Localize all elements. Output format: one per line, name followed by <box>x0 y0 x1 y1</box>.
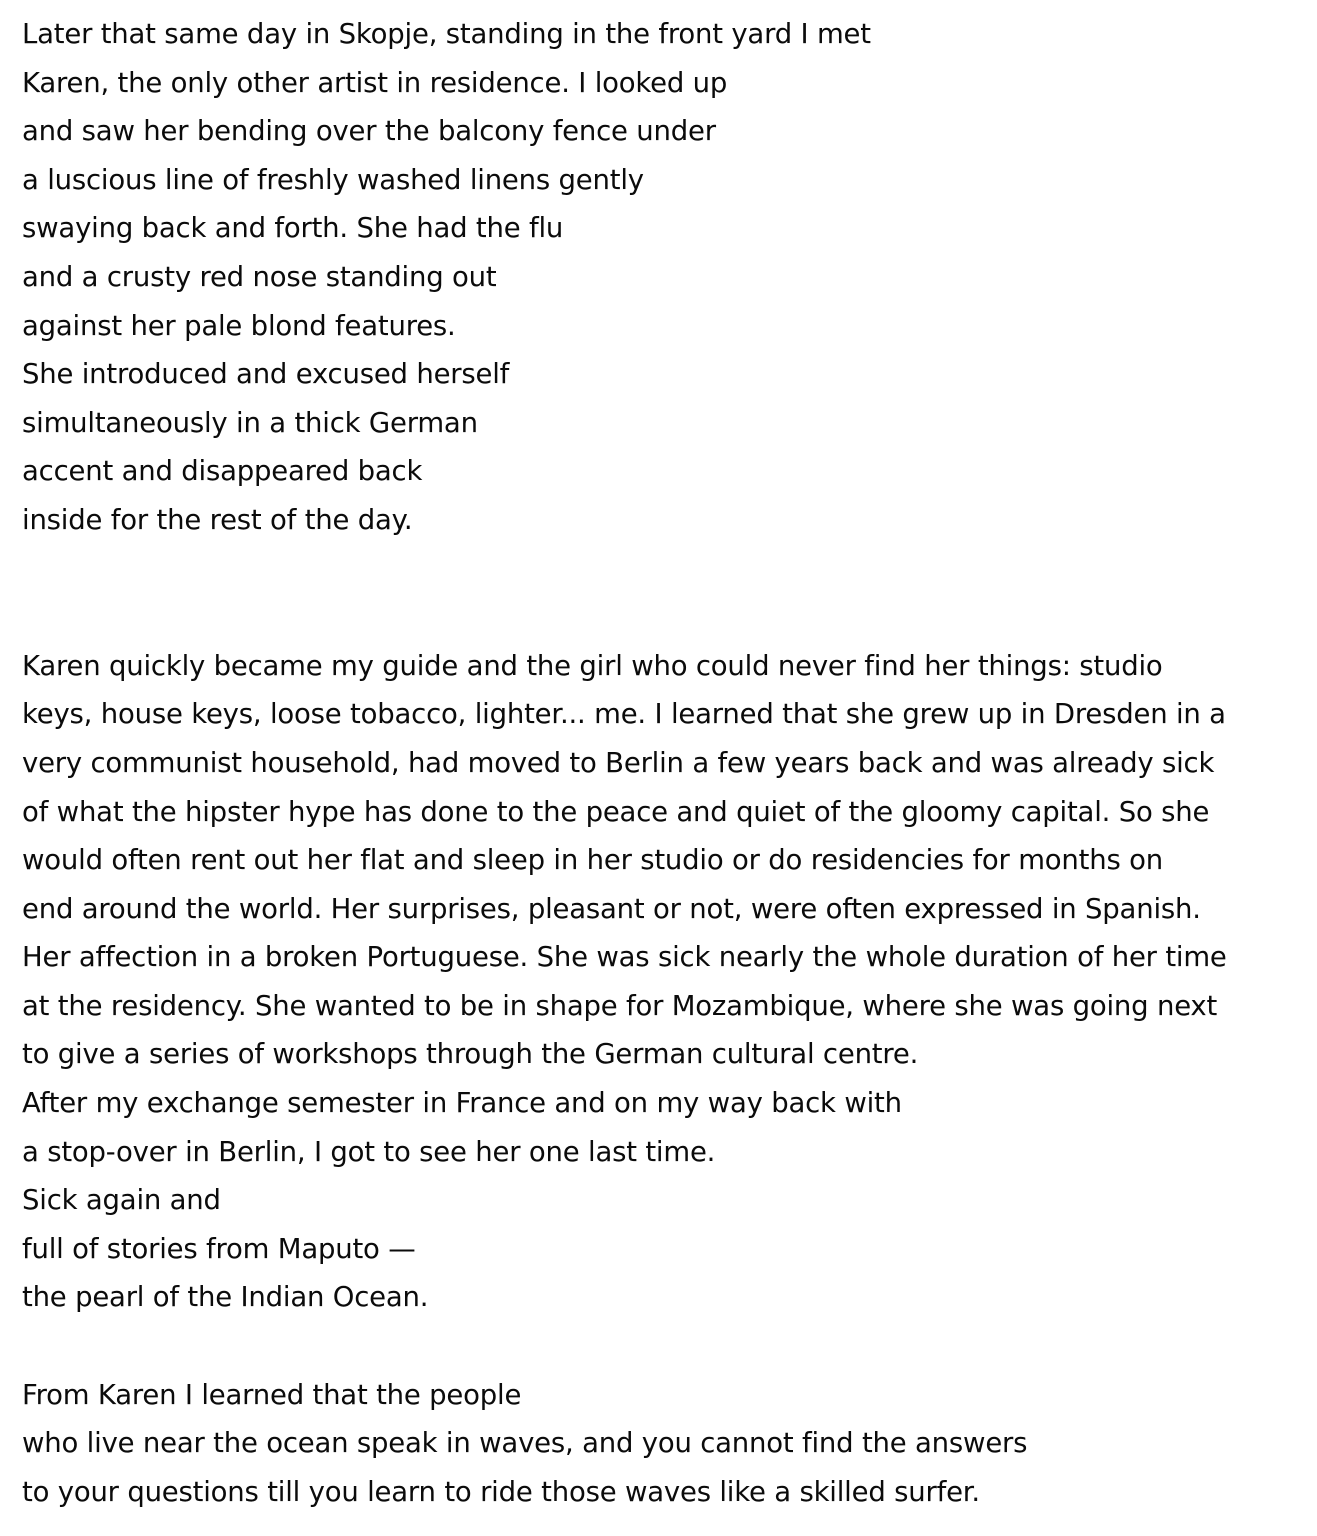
text-line: a stop-over in Berlin, I got to see her one last time. <box>22 1135 716 1168</box>
text-line: at the residency. She wanted to be in shape for Mozambique, where she was going next <box>22 989 1218 1022</box>
text-line: very communist household, had moved to Berlin a few years back and was already sick <box>22 746 1215 779</box>
text-line: She introduced and excused herself <box>22 358 510 391</box>
text-line: who live near the ocean speak in waves, and you cannot find the answers <box>22 1427 1028 1460</box>
text-line: and a crusty red nose standing out <box>22 260 497 293</box>
text-line: end around the world. Her surprises, pleasant or not, were often expressed in Spanish. <box>22 892 1201 925</box>
text-line: swaying back and forth. She had the flu <box>22 212 564 245</box>
text-line: and saw her bending over the balcony fence under <box>22 115 716 148</box>
text-line: Her affection in a broken Portuguese. She was sick nearly the whole duration of her time <box>22 941 1227 974</box>
text-line: the pearl of the Indian Ocean. <box>22 1281 429 1314</box>
text-line: inside for the rest of the day. <box>22 503 413 536</box>
stanza-arrival <box>22 10 1312 545</box>
text-line: a luscious line of freshly washed linens gently <box>22 163 644 196</box>
text-line: of what the hipster hype has done to the peace and quiet of the gloomy capital. So she <box>22 795 1210 828</box>
text-line: full of stories from Maputo — <box>22 1232 416 1265</box>
text-line: Sick again and <box>22 1184 221 1217</box>
text-line: keys, house keys, loose tobacco, lighter... me. I learned that she grew up in Dresden in a <box>22 698 1226 731</box>
text-line: Karen quickly became my guide and the girl who could never find her things: studio <box>22 649 1163 682</box>
text-line: simultaneously in a thick German <box>22 406 478 439</box>
text-line: would often rent out her flat and sleep in her studio or do residencies for months on <box>22 844 1163 877</box>
stanza-karen <box>22 642 1312 1322</box>
text-line: accent and disappeared back <box>22 455 423 488</box>
stanza-spacer <box>22 1322 1312 1371</box>
text-line: From Karen I learned that the people <box>22 1378 522 1411</box>
stanza-spacer <box>22 545 1312 642</box>
document-page <box>22 10 1312 1516</box>
text-line: to your questions till you learn to ride those waves like a skilled surfer. <box>22 1475 980 1508</box>
text-line: After my exchange semester in France and on my way back with <box>22 1087 902 1120</box>
text-line: to give a series of workshops through the German cultural centre. <box>22 1038 919 1071</box>
text-line: against her pale blond features. <box>22 309 456 342</box>
text-line: Later that same day in Skopje, standing in the front yard I met <box>22 18 871 50</box>
stanza-ocean <box>22 1371 1312 1517</box>
text-line: Karen, the only other artist in residence. I looked up <box>22 66 728 99</box>
